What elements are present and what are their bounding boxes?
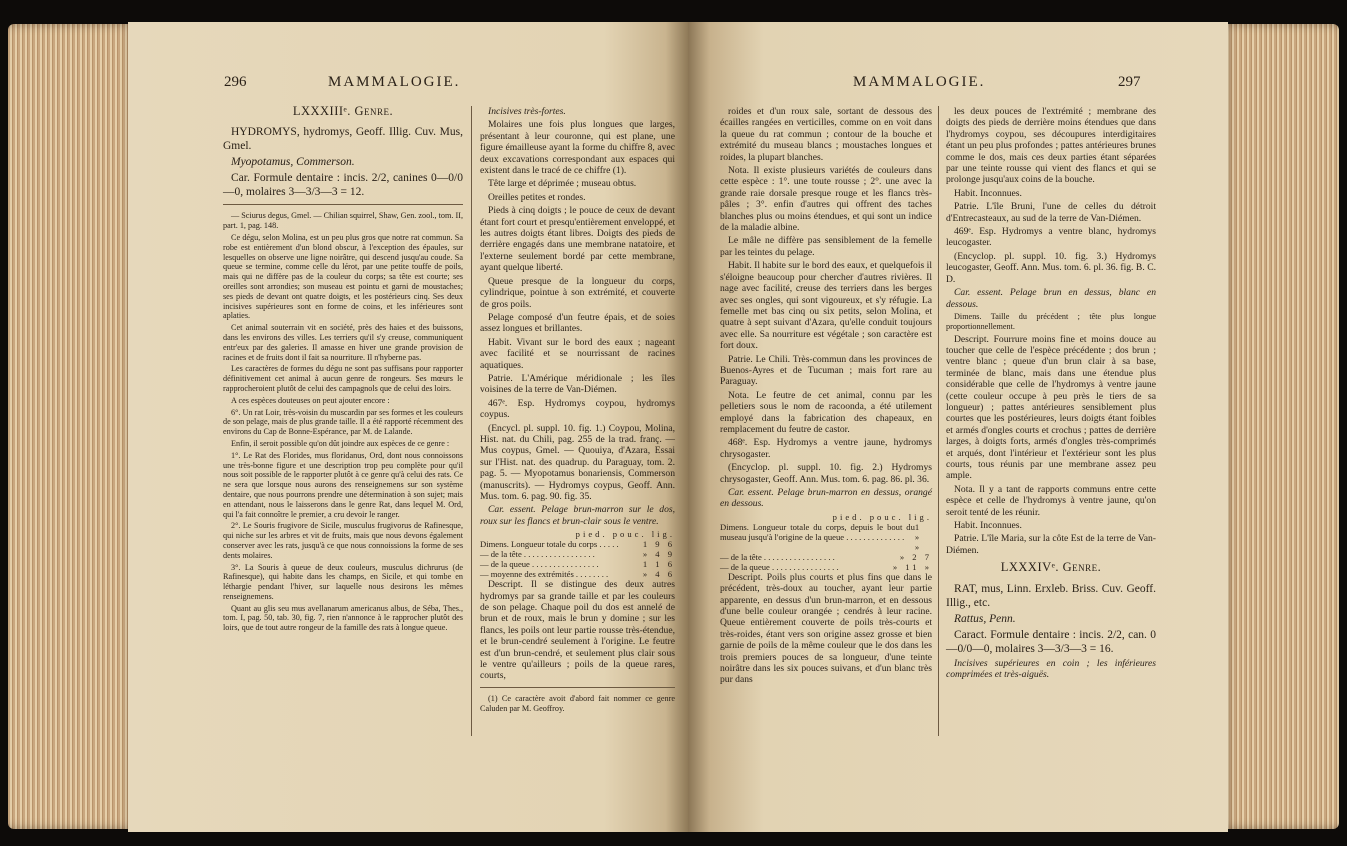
paragraph: Pieds à cinq doigts ; le pouce de ceux de devant étant fort court et presqu'entièrement enveloppé, et les autres doigts étant libres. Doigts des pieds de derrière engagés dans une membrane natatoire, et l'externe seulement bordé par cette membrane, ayant quelque liberté.: [480, 205, 675, 274]
paragraph: Habit. Vivant sur le bord des eaux ; nageant avec facilité et se nourrissant de racines aquatiques.: [480, 336, 675, 371]
paragraph: Patrie. L'Amérique méridionale ; les îles voisines de la terre de Van-Diémen.: [480, 372, 675, 396]
paragraph: Enfin, il seroit possible qu'on dût joindre aux espèces de ce genre :: [231, 438, 450, 448]
paragraph: Habit. Inconnues.: [954, 187, 1022, 199]
paragraph: Les caractères de formes du dégu ne sont pas suffisans pour rapporter définitivement cet animal à aucun genre de rongeurs. Ses mœurs le rapprocheroient plutôt de celui des campagnols que de celui des loirs.: [223, 364, 463, 393]
footnote: (1) Ce caractère avoit d'abord fait nommer ce genre Caluden par M. Geoffroy.: [480, 693, 675, 713]
paragraph: Quant au glis seu mus avellanarum americanus albus, de Séba, Thes., tom. I, pag. 50, tab. 30, fig. 7, rien n'annonce à le rapprocher plutôt des loirs, que de tout autre rongeur de la famille des rats à longue queue.: [223, 603, 463, 633]
dims-row: — moyenne des extrémités . . . . . . . . » 4 6: [480, 569, 675, 580]
paragraph: 2°. Le Souris frugivore de Sicile, musculus frugivorus de Rafinesque, qui niche sur les arbres et vit de fruits, mais que nous devons également conserver avec les rats, jusqu'à ce que nous connoissions la forme de ses dents molaires.: [223, 521, 463, 560]
paragraph: Pelage composé d'un feutre épais, et de soies assez longues et brillantes.: [480, 311, 675, 335]
footnote-divider: [480, 687, 675, 688]
paragraph: A ces espèces douteuses on peut ajouter encore :: [231, 395, 390, 405]
dims-header: pied. pouc. lig.: [575, 529, 675, 540]
paragraph: — Sciurus degus, Gmel. — Chilian squirrel, Shaw, Gen. zool., tom. II, part. 1, pag. 148.: [223, 211, 463, 231]
paragraph: Ce dégu, selon Molina, est un peu plus gros que notre rat commun. Sa robe est entièrement d'un blond obscur, à l'exception des épaules, sur lesquelles on observe une ligne noirâtre, qui descend jusqu'au coude. Sa queue se termine, comme celle du lérot, par une petite touffe de poils, mais qui ne diffère pas de la couleur du corps; sa tête est courte; ses oreilles sont arrondies; son museau est pointu et garni de moustaches; ses pieds de devant ont quatre doigts, et les postérieurs cinq. Ses deux incisives supérieures sont en forme de coins, et les inférieures sont aplaties.: [223, 233, 463, 321]
genus-name: RAT, mus, Linn. Erxleb. Briss. Cuv. Geoff. Illig., etc.: [946, 582, 1156, 609]
species-heading: 469ᵉ. Esp. Hydromys a ventre blanc, hydromys leucogaster.: [946, 226, 1156, 249]
paragraph: Patrie. L'île Maria, sur la côte Est de la terre de Van-Diémen.: [946, 533, 1156, 556]
paragraph: Nota. Le feutre de cet animal, connu par les pelletiers sous le nom de racoonda, a été utilement employé dans la fabrication des chapeaux, en remplacement du feutre de castor.: [720, 389, 932, 435]
right-column-1: [720, 106, 932, 688]
paragraph: Oreilles petites et rondes.: [488, 191, 586, 203]
dental-formula: Car. Formule dentaire : incis. 2/2, canines 0—0/0—0, molaires 3—3/3—3 = 12.: [223, 172, 463, 199]
species-heading: 467ᵉ. Esp. Hydromys coypou, hydromys coypus.: [480, 397, 675, 421]
paragraph: Habit. Inconnues.: [954, 520, 1022, 531]
open-book: [8, 14, 1339, 838]
dental-formula: Caract. Formule dentaire : incis. 2/2, can. 0—0/0—0, molaires 3—3/3—3 = 16.: [946, 628, 1156, 655]
dims-row: Dimens. Longueur totale du corps . . . . . 1 9 6: [480, 539, 675, 550]
paragraph: Nota. Il existe plusieurs variétés de couleurs dans cette espèce : 1°. une toute rousse ; 2°. une avec la grande raie dorsale presque rouge et les flancs très-pâles ; 3°. enfin d'autres qui offrent des taches blanches plus ou moins étendues, et qui sont un indice de la maladie albine.: [720, 165, 932, 234]
left-column-2: [480, 106, 675, 715]
left-column-1: [223, 106, 463, 635]
paragraph: Car. essent. Pelage brun-marron en dessus, orangé en dessous.: [720, 487, 932, 510]
paragraph: Molaires une fois plus longues que larges, présentant à leur couronne, qui est plane, une figure émailleuse ayant la forme du chiffre 8, avec deux excavations correspondant aux espaces qui existent dans le tracé de ce chiffre (1).: [480, 119, 675, 177]
paragraph: Cet animal souterrain vit en société, près des haies et des buissons, dans les environs des villes. Les terriers qu'il s'y creuse, communiquent entr'eux par des galeries. Il amasse en hiver une grande provision de racines et de fruits dont il fait sa nourriture. Il n'hyberne pas.: [223, 323, 463, 362]
paragraph: Car. essent. Pelage brun en dessus, blanc en dessous.: [946, 287, 1156, 310]
dims-row: — de la tête . . . . . . . . . . . . . . . . . » 2 7: [720, 551, 932, 562]
right-page: [688, 22, 1228, 832]
dims-row: — de la queue . . . . . . . . . . . . . . . . 1 1 6: [480, 559, 675, 570]
paragraph: Nota. Il y a tant de rapports communs entre cette espèce et celle de l'hydromys à ventre jaune, qu'on seroit tenté de les réunir.: [946, 483, 1156, 518]
paragraph: Incisives supérieures en coin ; les inférieures comprimées et très-aiguës.: [946, 657, 1156, 681]
paragraph: Patrie. L'île Bruni, l'une de celles du détroit d'Entrecasteaux, au sud de la terre de Van-Diémen.: [946, 201, 1156, 224]
paragraph: (Encyclop. pl. suppl. 10. fig. 2.) Hydromys chrysogaster, Geoff. Ann. Mus. tom. 6. pag. 86. pl. 36.: [720, 462, 932, 485]
paragraph: (Encyclop. pl. suppl. 10. fig. 3.) Hydromys leucogaster, Geoff. Ann. Mus. tom. 6. pl. 36. fig. B. C. D.: [946, 250, 1156, 285]
dims-row: Dimens. Longueur totale du corps, depuis le bout du museau jusqu'à l'origine de la queue . . . . . . . . . . . . . . 1 » »: [720, 521, 923, 552]
paragraph: roides et d'un roux sale, sortant de dessous des écailles rangées en verticilles, comme on en voit dans la queue du rat commun ; contour de la bouche et extrémité du museau blancs ; moustaches longues et roides, la plupart blanches.: [720, 106, 932, 163]
paragraph: Car. essent. Pelage brun-marron sur le dos, roux sur les flancs et brun-clair sous le ventre.: [480, 504, 675, 527]
paragraph: (Encycl. pl. suppl. 10. fig. 1.) Coypou, Molina, Hist. nat. du Chili, pag. 255 de la trad. franç. — Mus coypus, Gmel. — Quouiya, d'Azara, Essai sur l'Hist. nat. des quadrup. du Paraguay, tom. 2. pag. 5. — Myopotamus bonariensis, Commerson (manuscrits). — Hydromys coypus, Geoff. Ann. Mus. tom. 6. pag. 90. fig. 35.: [480, 422, 675, 502]
paragraph: 6°. Un rat Loir, très-voisin du muscardin par ses formes et les couleurs de son pelage, mais de plus grande taille. Il a été rapporté récemment des environs du Cap de Bonne-Espérance, par M. de Lalande.: [223, 407, 463, 437]
paragraph: Le mâle ne diffère pas sensiblement de la femelle par les teintes du pelage.: [720, 235, 932, 258]
left-page-edges: [8, 24, 136, 829]
synonym: Rattus, Penn.: [954, 612, 1016, 625]
column-rule: [938, 106, 939, 736]
paragraph: Queue presque de la longueur du corps, cylindrique, pointue à son extrémité, et couverte de gros poils.: [480, 275, 675, 310]
divider: [223, 204, 463, 205]
paragraph: Patrie. Le Chili. Très-commun dans les provinces de Buenos-Ayres et de Tucuman ; mais fort rare au Paraguay.: [720, 353, 932, 388]
paragraph: Descript. Il se distingue des deux autres hydromys par sa grande taille et par les couleurs de son pelage. Chaque poil du dos est annelé de brun et de roux, mais le brun y domine ; sur les flancs, les poils ont leur partie rousse très-étendue, et le brun-cendré seulement à l'origine. Le feutre est d'un brun-cendré, et seulement plus clair sous le ventre qu'ailleurs ; poils de la queue rares, courts,: [480, 579, 675, 682]
right-page-edges: [1221, 24, 1339, 829]
paragraph: les deux pouces de l'extrémité ; membrane des doigts des pieds de derrière moins étendues que dans l'hydromys coypou, ses découpures interdigitaires étant un peu plus profondes ; pattes antérieures brunes comme le dos, mais ces deux parties étant séparées par une teinte rousse qui vient des flancs et qui se prolonge jusqu'aux coins de la bouche.: [946, 106, 1156, 186]
paragraph: Incisives très-fortes.: [488, 106, 566, 117]
running-head-right: MAMMALOGIE.: [853, 74, 986, 90]
paragraph: Descript. Fourrure moins fine et moins douce au toucher que celle de l'espèce précédente ; dos brun ; ventre blanc ; queue d'un brun clair à sa base, terminée de blanc, mais dans une étendue plus considérable que celle de l'hydromys à ventre jaune (cette couleur occupe à peu près le tiers de sa longueur) ; pattes antérieures sensiblement plus courtes que les postérieures, leurs doigts étant foibles et armés d'ongles courts et crochus ; pattes de derrière larges, à doigts forts, armés d'ongles très-comprimés et arqués, dont l'intérieur et l'extérieur sont les plus courts, tous réunis par une membrane assez peu ample.: [946, 333, 1156, 482]
page-number-right: 297: [1118, 74, 1141, 90]
species-heading: 468ᵉ. Esp. Hydromys a ventre jaune, hydromys chrysogaster.: [720, 437, 932, 460]
dims-row: — de la tête . . . . . . . . . . . . . . . . . » 4 9: [480, 549, 675, 560]
genre-heading: LXXXIIIᵉ. Genre.: [292, 104, 394, 118]
running-head-left: MAMMALOGIE.: [328, 74, 461, 90]
genus-name: HYDROMYS, hydromys, Geoff. Illig. Cuv. Mus, Gmel.: [223, 126, 463, 153]
genre-heading: LXXXIVᵉ. Genre.: [1000, 560, 1102, 575]
right-column-2: [946, 106, 1156, 682]
paragraph: 3°. La Souris à queue de deux couleurs, musculus dichrurus (de Rafinesque), qui habite dans les champs, en Sicile, et qui tombe en léthargie pendant l'hiver, sur laquelle nous desirons les mêmes renseignemens.: [223, 562, 463, 601]
paragraph: Habit. Il habite sur le bord des eaux, et quelquefois il s'éloigne beaucoup pour chercher d'autres rivières. Il nage avec facilité, creuse des terriers dans les berges avec ses ongles, qui sont vigoureux, et s'y réfugie. La femelle met bas cinq ou six petits, selon Molina, et quatre à sept suivant d'Azara, qu'elle conduit toujours avec elle. Sa nourriture est végétale ; son caractère est fort doux.: [720, 260, 932, 352]
dims-header: pied. pouc. lig.: [832, 511, 932, 522]
page-number-left: 296: [224, 74, 247, 90]
paragraph: Dimens. Taille du précédent ; tête plus longue proportionnellement.: [946, 311, 1156, 331]
synonym: Myopotamus, Commerson.: [231, 156, 355, 169]
paragraph: 1°. Le Rat des Florides, mus floridanus, Ord, dont nous connoissons une très-bonne figure et une description trop peu complète pour qu'il nous soit possible de le rapporter plutôt à ce genre qu'à celui des rats. Ce ne sera que lorsque nous aurons des renseignemens sur son système dentaire, que nous pourrons prendre une détermination à son sujet; mais en attendant, nous le laisserons dans le genre Rat, dans lequel M. Ord, qui l'a fait connoître le premier, a cru devoir le ranger.: [223, 450, 463, 519]
left-page: [128, 22, 688, 832]
paragraph: Tête large et déprimée ; museau obtus.: [488, 178, 637, 190]
paragraph: Descript. Poils plus courts et plus fins que dans le précédent, très-doux au toucher, ayant leur partie apparente, en dessus d'un brun-marron, et en dessous d'une belle couleur orangée ; cendrés à leur racine. Queue entièrement couverte de poils très-courts et très-roides, étant vers son origine assez grosse et bien garnie de poils de la même couleur que le dos dans les trois premiers pouces de sa longueur, d'une teinte noirâtre dans les six pouces suivans, et d'un blanc très pur dans: [720, 571, 932, 686]
dims-row: — de la queue . . . . . . . . . . . . . . . . » 11 »: [720, 561, 932, 572]
column-rule: [471, 106, 472, 736]
